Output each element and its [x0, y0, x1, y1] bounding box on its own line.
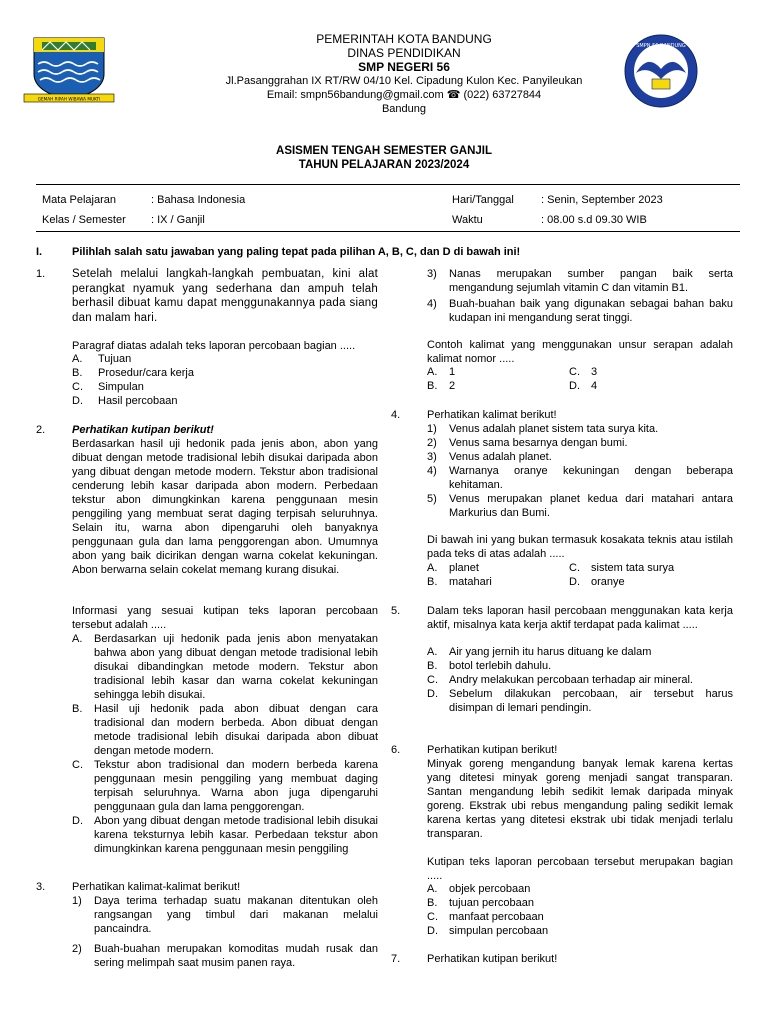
- subject-value: : Bahasa Indonesia: [151, 194, 246, 206]
- q1-option-c[interactable]: C. Simpulan: [72, 381, 144, 393]
- q1-option-b[interactable]: B. Prosedur/cara kerja: [72, 367, 194, 379]
- q4-option-a[interactable]: A. planet: [427, 562, 479, 574]
- q2-option-b[interactable]: B. Hasil uji hedonik pada abon dibuat dengan cara tradisional dan modern berbeda. Abon dibuat dengan metode tradisional lebih disukai daripada abon dibuat dengan metode modern.: [72, 703, 378, 757]
- school-address: Jl.Pasanggrahan IX RT/RW 04/10 Kel. Cipadung Kulon Kec. Panyileukan: [225, 75, 583, 87]
- q4-item-3: 3) Venus adalah planet.: [427, 451, 552, 463]
- q4-heading: Perhatikan kalimat berikut!: [427, 409, 557, 421]
- q3-item-2: 2) Buah-buahan merupakan komoditas mudah rusak dan sering melimpah saat musim panen raya.: [72, 943, 378, 969]
- q1-options: [72, 352, 378, 408]
- q6-option-b[interactable]: B. tujuan percobaan: [427, 897, 535, 909]
- q4-prompt: Di bawah ini yang bukan termasuk kosakata teknis atau istilah pada teks di atas adalah .....: [427, 534, 733, 560]
- q6-passage: Minyak goreng mengandung banyak lemak karena kertas yang ditetesi minyak goreng menjadi sangat transparan. Santan mengandung lebih sedikit lemak daripada minyak goreng. Ekstrak ubi rebus mengandung paling sedikit lemak karena kertas yang ditetesi ekstrak ubi tidak menjadi terlalu transparan.: [427, 758, 733, 840]
- q3-prompt: Contoh kalimat yang menggunakan unsur serapan adalah kalimat nomor .....: [427, 339, 733, 365]
- letterhead: [200, 32, 608, 116]
- day-label: Hari/Tanggal: [452, 194, 514, 206]
- q5-option-a[interactable]: A. Air yang jernih itu harus dituang ke dalam: [427, 646, 652, 658]
- q3-option-d[interactable]: D. 4: [569, 380, 598, 392]
- q5-number: 5.: [391, 605, 401, 617]
- q2-number: 2.: [36, 424, 46, 436]
- q3-options: [427, 365, 689, 393]
- q3-item-3: 3) Nanas merupakan sumber pangan baik serta mengandung sejumlah vitamin C dan vitamin B1.: [427, 268, 733, 294]
- class-label: Kelas / Semester: [42, 214, 126, 226]
- q4-item-2: 2) Venus sama besarnya dengan bumi.: [427, 437, 628, 449]
- q6-number: 6.: [391, 744, 401, 756]
- q4-item-5: 5) Venus merupakan planet kedua dari matahari antara Markurius dan Bumi.: [427, 493, 733, 519]
- logo-motto: GEMAH RIPAH WIBAWA MUKTI: [37, 96, 101, 102]
- q3-option-c[interactable]: C. 3: [569, 366, 598, 378]
- q4-item-4: 4) Warnanya oranye kekuningan dengan beberapa kehitaman.: [427, 465, 733, 491]
- q2-option-c[interactable]: C. Tekstur abon tradisional dan modern berbeda karena penggunaan mesin penggiling yang membuat daging terpisah seluruhnya. Warna abon juga dipengaruhi penggunaan gula dan lama penggorengan.: [72, 759, 378, 813]
- q5-option-c[interactable]: C. Andry melakukan percobaan terhadap air mineral.: [427, 674, 693, 686]
- q1-option-a[interactable]: A. Tujuan: [72, 353, 132, 365]
- q5-option-b[interactable]: B. botol terlebih dahulu.: [427, 660, 552, 672]
- q2-options: [72, 632, 378, 856]
- q1-passage: Setelah melalui langkah-langkah pembuatan, kini alat perangkat nyamuk yang sederhana dan ampuh telah berhasil dibuat kamu dapat menggunakannya pada siang dan malam hari.: [72, 268, 378, 324]
- q6-option-c[interactable]: C. manfaat percobaan: [427, 911, 544, 923]
- school-contact: Email: smpn56bandung@gmail.com ☎ (022) 63727844: [266, 89, 542, 101]
- school-logo: [622, 33, 700, 109]
- department-name: DINAS PENDIDIKAN: [347, 46, 461, 60]
- class-value: : IX / Ganjil: [151, 214, 205, 226]
- school-logo-text: SMPN 56 BANDUNG: [636, 43, 686, 49]
- q4-items: [427, 422, 733, 520]
- q5-options: [427, 645, 733, 715]
- q4-option-d[interactable]: D. oranye: [569, 576, 625, 588]
- q7-number: 7.: [391, 953, 401, 965]
- section-number: I.: [36, 246, 43, 258]
- section-instruction: Pilihlah salah satu jawaban yang paling tepat pada pilihan A, B, C, dan D di bawah ini!: [72, 246, 521, 258]
- q3-number: 3.: [36, 881, 46, 893]
- q5-prompt: Dalam teks laporan hasil percobaan menggunakan kata kerja aktif, misalnya kata kerja aktif terdapat pada kalimat .....: [427, 605, 733, 631]
- school-name: SMP NEGERI 56: [358, 60, 450, 74]
- day-value: : Senin, September 2023: [541, 194, 663, 206]
- q6-prompt: Kutipan teks laporan percobaan tersebut merupakan bagian .....: [427, 856, 733, 882]
- q4-options: [427, 561, 689, 589]
- time-value: : 08.00 s.d 09.30 WIB: [541, 214, 647, 226]
- q3-option-a[interactable]: A. 1: [427, 366, 456, 378]
- time-label: Waktu: [452, 214, 483, 226]
- q1-option-d[interactable]: D. Hasil percobaan: [72, 395, 178, 407]
- school-city: Bandung: [381, 103, 427, 115]
- q6-options: [427, 882, 733, 938]
- q3-heading: Perhatikan kalimat-kalimat berikut!: [72, 881, 241, 893]
- q3-item-1: 1) Daya terima terhadap suatu makanan ditentukan oleh rangsangan yang timbul dari makanan melalui pancaindra.: [72, 895, 378, 935]
- q4-option-c[interactable]: C. sistem tata surya: [569, 562, 675, 574]
- q1-number: 1.: [36, 268, 46, 280]
- government-name: PEMERINTAH KOTA BANDUNG: [316, 32, 492, 46]
- q2-option-d[interactable]: D. Abon yang dibuat dengan metode tradisional lebih disukai karena teksturnya lebih kasar. Perbedaan tekstur abon dimungkinkan karena penggunaan mesin penggiling: [72, 815, 378, 855]
- q2-prompt: Informasi yang sesuai kutipan teks laporan percobaan tersebut adalah .....: [72, 605, 378, 631]
- bandung-city-logo: [20, 34, 118, 108]
- exam-title-line1: ASISMEN TENGAH SEMESTER GANJIL: [276, 145, 492, 157]
- q1-prompt: Paragraf diatas adalah teks laporan percobaan bagian .....: [72, 340, 356, 352]
- q6-heading: Perhatikan kutipan berikut!: [427, 744, 558, 756]
- q7-heading: Perhatikan kutipan berikut!: [427, 953, 558, 965]
- q3-items-left: [72, 894, 378, 970]
- q3-option-b[interactable]: B. 2: [427, 380, 456, 392]
- q2-passage: Berdasarkan hasil uji hedonik pada jenis abon, abon yang dibuat dengan metode tradisional lebih disukai daripada abon yang dibuat dengan metode modern. Tekstur abon tradisional cenderung lebih kasar daripada abon modern. Perbedaan tekstur abon dimungkinkan karena penggunaan mesin penggiling yang membuat serat daging terpisah seluruhnya. Selain itu, warna abon dipengaruhi oleh banyaknya penggunaan gula dan lama penggorengan abon. Umumnya abon yang baik dicirikan dengan warna cokelat kekuningan. Abon berwarna selain cokelat memang kurang disukai.: [72, 438, 378, 576]
- q4-item-1: 1) Venus adalah planet sistem tata surya kita.: [427, 423, 659, 435]
- q6-option-d[interactable]: D. simpulan percobaan: [427, 925, 549, 937]
- q2-option-a[interactable]: A. Berdasarkan uji hedonik pada jenis abon menyatakan bahwa abon yang dibuat dengan metode tradisional lebih disukai dibandingkan metode modern. Tekstur abon tradisional lebih kasar dan warna cokelat kekuningan sehingga lebih disukai.: [72, 633, 378, 701]
- divider-bottom: [36, 231, 740, 232]
- subject-label: Mata Pelajaran: [42, 194, 116, 206]
- q3-items-right: [427, 267, 733, 325]
- q3-item-4: 4) Buah-buahan baik yang digunakan sebagai bahan baku kudapan ini mengandung serat tinggi.: [427, 298, 733, 324]
- divider-top: [36, 184, 740, 185]
- exam-title-line2: TAHUN PELAJARAN 2023/2024: [298, 159, 470, 171]
- exam-title: [0, 144, 768, 172]
- q4-number: 4.: [391, 409, 401, 421]
- q2-heading: Perhatikan kutipan berikut!: [72, 424, 214, 436]
- q6-option-a[interactable]: A. objek percobaan: [427, 883, 531, 895]
- q4-option-b[interactable]: B. matahari: [427, 576, 492, 588]
- q5-option-d[interactable]: D. Sebelum dilakukan percobaan, air tersebut harus disimpan di lemari pendingin.: [427, 688, 733, 714]
